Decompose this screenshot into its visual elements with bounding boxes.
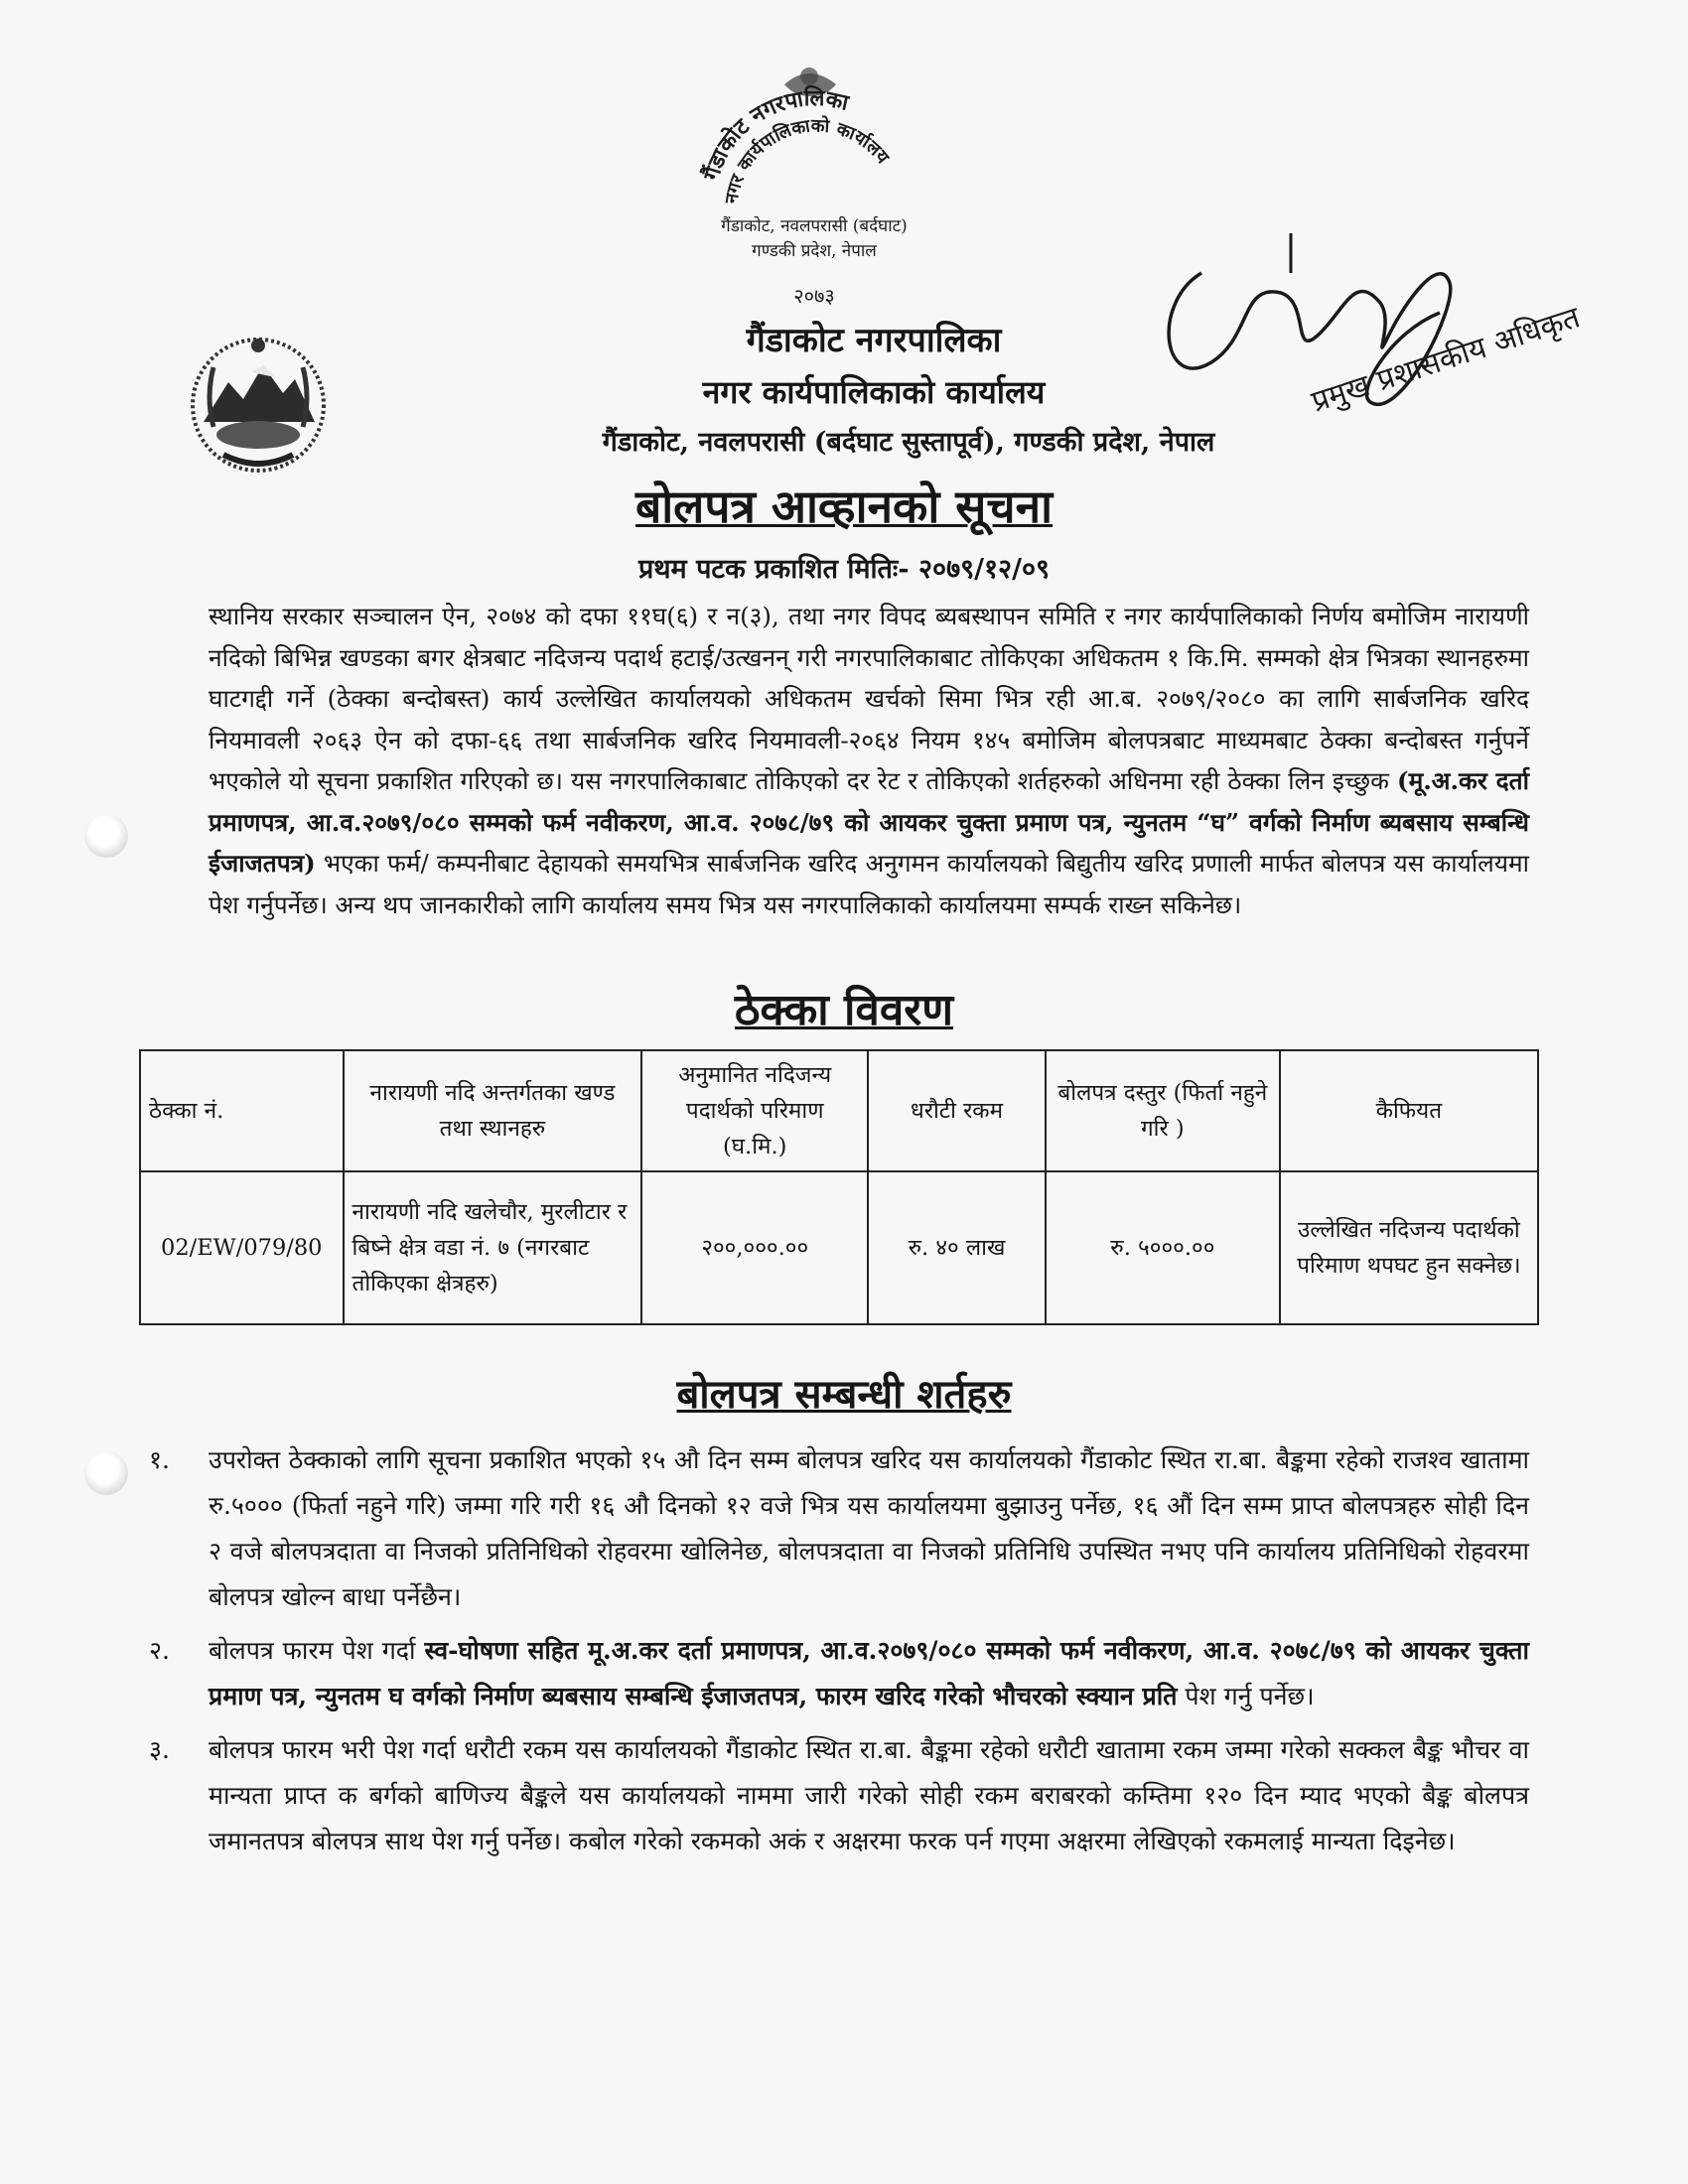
svg-text:गैंडाकोट नगरपालिका: गैंडाकोट नगरपालिका (698, 85, 851, 184)
cell-deposit: रु. ४० लाख (868, 1171, 1046, 1324)
header-contract-no: ठेक्का नं. (140, 1050, 344, 1171)
term-number: १. (149, 1445, 170, 1474)
nepal-emblem (184, 328, 333, 477)
office-address: गैंडाकोट, नवलपरासी (बर्दघाट सुस्तापूर्व), गण्डकी प्रदेश, नेपाल (602, 427, 1215, 458)
intro-text-2: भएका फर्म/ कम्पनीबाट देहायको समयभित्र सार्बजनिक खरिद अनुगमन कार्यालयको बिद्युतीय खरिद प्रणाली मार्फत बोलपत्र यस कार्यालयमा पेश गर्नुपर्नेछ। अन्य थप जानकारीको लागि कार्यालय समय भित्र यस नगरपालिकाको कार्यालयमा सम्पर्क राख्न सकिनेछ। (209, 849, 1529, 919)
header-deposit: धरौटी रकम (868, 1050, 1046, 1171)
publish-date: प्रथम पटक प्रकाशित मितिः- २०७९/१२/०९ (637, 554, 1051, 585)
header-quantity: अनुमानित नदिजन्य पदार्थको परिमाण (घ.मि.) (641, 1050, 868, 1171)
term-text-end: पेश गर्नु पर्नेछ। (1185, 1682, 1315, 1710)
contract-details-title: ठेक्का विवरण (734, 985, 954, 1035)
cell-fee: रु. ५०००.०० (1046, 1171, 1280, 1324)
cell-remarks: उल्लेखित नदिजन्य पदार्थको परिमाण थपघट हुन सक्नेछ। (1280, 1171, 1538, 1324)
punch-hole (84, 1451, 128, 1495)
term-bold-text: स्व-घोषणा सहित मू.अ.कर दर्ता प्रमाणपत्र, आ.व.२०७९/०८० सम्मको फर्म नवीकरण, आ.व. २०७८/७९ को आयकर चुक्ता प्रमाण पत्र, न्युनतम घ वर्गको निर्माण ब्यबसाय सम्बन्धि ईजाजतपत्र, फारम खरिद गरेको भौचरको स्क्यान प्रति (209, 1636, 1529, 1710)
cell-quantity: २००,०००.०० (641, 1171, 868, 1324)
term-text: बोलपत्र फारम भरी पेश गर्दा धरौटी रकम यस कार्यालयको गैंडाकोट स्थित रा.बा. बैङ्कमा रहेको धरौटी खातामा रकम जम्मा गरेको सक्कल बैङ्क भौचर वा मान्यता प्राप्त क बर्गको बाणिज्य बैङ्कले यस कार्यालयको नाममा जारी गरेको सोही रकम बराबरको कम्तिमा १२० दिन म्याद भएको बैङ्क बोलपत्र जमानतपत्र बोलपत्र साथ पेश गर्नु पर्नेछ। कबोल गरेको रकमको अकं र अक्षरमा फरक पर्न गएमा अक्षरमा लेखिएको रकमलाई मान्यता दिइनेछ। (209, 1735, 1529, 1855)
term-number: २. (149, 1636, 170, 1665)
svg-text:गैंडाकोट, नवलपरासी (बर्दघाट): गैंडाकोट, नवलपरासी (बर्दघाट) (721, 216, 908, 236)
intro-paragraph (209, 596, 1529, 925)
municipality-name: गैंडाकोट नगरपालिका (746, 321, 1002, 360)
header-remarks: कैफियत (1280, 1050, 1538, 1171)
term-item (149, 1727, 1529, 1864)
municipal-seal (675, 55, 943, 323)
office-name: नगर कार्यपालिकाको कार्यालय (702, 373, 1046, 411)
cell-contract-no: 02/EW/079/80 (140, 1171, 344, 1324)
table-row (140, 1171, 1538, 1324)
terms-title: बोलपत्र सम्बन्धी शर्तहरु (676, 1371, 1012, 1418)
contract-table (139, 1049, 1539, 1325)
header-location: नारायणी नदि अन्तर्गतका खण्ड तथा स्थानहरु (344, 1050, 642, 1171)
term-item (149, 1628, 1529, 1719)
punch-hole (84, 814, 128, 858)
intro-text-1: स्थानिय सरकार सञ्चालन ऐन, २०७४ को दफा ११घ(६) र न(३), तथा नगर विपद ब्यबस्थापन समिति र नगर कार्यपालिकाको निर्णय बमोजिम नारायणी नदिको बिभिन्न खण्डका बगर क्षेत्रबाट नदिजन्य पदार्थ हटाई/उत्खनन् गरी नगरपालिकाबाट तोकिएका अधिकतम १ कि.मि. सम्मको क्षेत्र भित्रका स्थानहरुमा घाटगद्दी गर्ने (ठेक्का बन्दोबस्त) कार्य उल्लेखित कार्यालयको अधिकतम खर्चको सिमा भित्र रही आ.ब. २०७९/२०८० का लागि सार्बजनिक खरिद नियमावली २०६३ ऐन को दफा-६६ तथा सार्बजनिक खरिद नियमावली-२०६४ नियम १४५ बमोजिम बोलपत्रबाट माध्यमबाट ठेक्का बन्दोबस्त गर्नुपर्ने भएकोले यो सूचना प्रकाशित गरिएको छ। यस नगरपालिकाबाट तोकिएको दर रेट र तोकिएको शर्तहरुको अधिनमा रही ठेक्का लिन इच्छुक (209, 602, 1529, 795)
officer-signature (1142, 213, 1585, 442)
term-text: बोलपत्र फारम पेश गर्दा (209, 1636, 416, 1665)
intro-requirements: (मू.अ.कर दर्ता प्रमाणपत्र, आ.व.२०७९/०८० सम्मको फर्म नवीकरण, आ.व. २०७८/७९ को आयकर चुक्ता प्रमाण पत्र, न्युनतम “घ” वर्गको निर्माण ब्यबसाय सम्बन्धि ईजाजतपत्र) (209, 766, 1529, 878)
svg-text:नगर कार्यपालिकाको कार्यालय: नगर कार्यपालिकाको कार्यालय (721, 115, 894, 205)
table-header-row (140, 1050, 1538, 1171)
term-text: उपरोक्त ठेक्काको लागि सूचना प्रकाशित भएको १५ औ दिन सम्म बोलपत्र खरिद यस कार्यालयको गैंडाकोट स्थित रा.बा. बैङ्कमा रहेको राजश्व खातामा रु.५००० (फिर्ता नहुने गरि) जम्मा गरि गरी १६ औ दिनको १२ वजे भित्र यस कार्यालयमा बुझाउनु पर्नेछ, १६ औं दिन सम्म प्राप्त बोलपत्रहरु सोही दिन २ वजे बोलपत्रदाता वा निजको प्रतिनिधिको रोहवरमा खोलिनेछ, बोलपत्रदाता वा निजको प्रतिनिधि उपस्थित नभए पनि कार्यालय प्रतिनिधिको रोहवरमा बोलपत्र खोल्न बाधा पर्नेछैन। (209, 1445, 1529, 1611)
terms-list (149, 1437, 1529, 1872)
notice-title: बोलपत्र आव्हानको सूचना (634, 479, 1054, 533)
svg-text:२०७३: २०७३ (793, 284, 835, 308)
svg-text:गण्डकी प्रदेश, नेपाल: गण्डकी प्रदेश, नेपाल (752, 241, 877, 261)
header-fee: बोलपत्र दस्तुर (फिर्ता नहुने गरि ) (1046, 1050, 1280, 1171)
term-number: ३. (149, 1735, 170, 1764)
cell-location: नारायणी नदि खलेचौर, मुरलीटार र बिष्ने क्षेत्र वडा नं. ७ (नगरबाट तोकिएका क्षेत्रहरु) (344, 1171, 642, 1324)
term-item (149, 1437, 1529, 1620)
designation-text: प्रमुख प्रशासकीय अधिकृत (1307, 300, 1585, 420)
